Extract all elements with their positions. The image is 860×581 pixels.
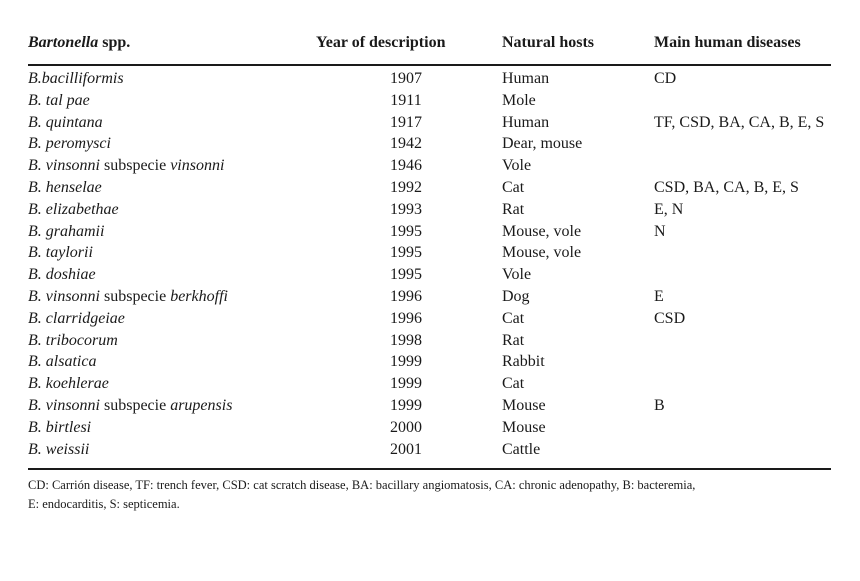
hosts-cell: Cat: [502, 375, 525, 393]
hosts-cell: Mouse, vole: [502, 222, 582, 240]
year-cell: 1999: [390, 375, 422, 393]
year-cell: 1992: [390, 178, 422, 196]
species-cell: [28, 286, 316, 308]
diseases-cell: B: [654, 396, 665, 414]
species-cell: [28, 264, 316, 286]
table-row: [28, 330, 845, 352]
species-name: B. tal pae: [28, 91, 90, 109]
hosts-cell: Human: [502, 113, 550, 131]
year-cell: 1999: [390, 396, 422, 414]
species-name: B. henselae: [28, 178, 102, 196]
species-cell: [28, 112, 316, 134]
hosts-cell: Rabbit: [502, 353, 545, 371]
diseases-cell: [646, 351, 845, 373]
table-footnote: [28, 476, 833, 514]
table-row: [28, 264, 845, 286]
table-row: [28, 351, 845, 373]
diseases-cell: [646, 242, 845, 264]
year-cell: 1911: [390, 91, 422, 109]
header-diseases: Main human diseases: [654, 34, 801, 51]
header-species-italic: Bartonella: [28, 34, 99, 51]
table-row: [28, 60, 845, 90]
species-cell: [28, 351, 316, 373]
species-subspecie-name: arupensis: [170, 396, 233, 414]
species-name: B. weissii: [28, 440, 90, 458]
diseases-cell: E, N: [654, 200, 684, 218]
header-species: [28, 34, 316, 60]
year-cell: 2000: [390, 418, 422, 436]
year-cell: 1917: [390, 113, 422, 131]
species-cell: [28, 439, 316, 461]
diseases-cell: TF, CSD, BA, CA, B, E, S: [654, 113, 825, 131]
species-cell: [28, 417, 316, 439]
species-subspecie-name: vinsonni: [170, 157, 225, 175]
diseases-cell: [646, 90, 845, 112]
year-cell: 1995: [390, 244, 422, 262]
diseases-cell: CSD: [654, 309, 686, 327]
species-name: B. doshiae: [28, 266, 96, 284]
species-name: B. clarridgeiae: [28, 309, 125, 327]
species-cell: [28, 60, 316, 90]
species-name: B. taylorii: [28, 244, 93, 262]
species-cell: [28, 199, 316, 221]
hosts-cell: Human: [502, 70, 550, 87]
species-cell: [28, 395, 316, 417]
species-cell: [28, 90, 316, 112]
table-row: [28, 308, 845, 330]
year-cell: 1996: [390, 287, 422, 305]
year-cell: 1907: [390, 70, 422, 87]
table-row: [28, 133, 845, 155]
species-cell: [28, 221, 316, 243]
hosts-cell: Rat: [502, 200, 525, 218]
diseases-cell: CD: [654, 70, 677, 87]
table-body: [28, 60, 845, 460]
table-row: [28, 242, 845, 264]
year-cell: 1942: [390, 135, 422, 153]
species-subspecie-name: berkhoffi: [170, 287, 228, 305]
species-cell: [28, 242, 316, 264]
year-cell: 1995: [390, 222, 422, 240]
diseases-cell: [646, 373, 845, 395]
species-name: B. vinsonni: [28, 157, 100, 175]
hosts-cell: Cat: [502, 309, 525, 327]
year-cell: 1998: [390, 331, 422, 349]
table-row: [28, 373, 845, 395]
species-name: B. alsatica: [28, 353, 97, 371]
species-name: B. tribocorum: [28, 331, 118, 349]
hosts-cell: Cat: [502, 178, 525, 196]
footnote-line-2: E: endocarditis, S: septicemia.: [28, 497, 180, 511]
hosts-cell: Dear, mouse: [502, 135, 583, 153]
year-cell: 1996: [390, 309, 422, 327]
table-row: [28, 112, 845, 134]
diseases-cell: N: [654, 222, 666, 240]
species-name: B. elizabethae: [28, 200, 119, 218]
species-name: B.bacilliformis: [28, 70, 124, 87]
species-subspecie-label: subspecie: [100, 157, 171, 175]
year-cell: 1999: [390, 353, 422, 371]
table-row: [28, 417, 845, 439]
hosts-cell: Vole: [502, 157, 532, 175]
species-name: B. grahamii: [28, 222, 105, 240]
diseases-cell: [646, 264, 845, 286]
species-name: B. vinsonni: [28, 287, 100, 305]
footnote-line-1: CD: Carrión disease, TF: trench fever, CSD: cat scratch disease, BA: bacillary angiomatosis, CA: chronic adenopathy, B: bacteremia,: [28, 478, 696, 492]
footer-rule: [28, 468, 831, 470]
hosts-cell: Cattle: [502, 440, 541, 458]
species-cell: [28, 308, 316, 330]
year-cell: 1946: [390, 157, 422, 175]
header-year: Year of description: [316, 34, 446, 51]
diseases-cell: [646, 155, 845, 177]
year-cell: 1995: [390, 266, 422, 284]
hosts-cell: Mouse: [502, 396, 546, 414]
bartonella-table: [28, 34, 845, 460]
diseases-cell: CSD, BA, CA, B, E, S: [654, 178, 799, 196]
species-cell: [28, 330, 316, 352]
species-cell: [28, 373, 316, 395]
year-cell: 1993: [390, 200, 422, 218]
diseases-cell: [646, 133, 845, 155]
diseases-cell: E: [654, 287, 664, 305]
table-row: [28, 90, 845, 112]
table-row: [28, 199, 845, 221]
species-cell: [28, 133, 316, 155]
hosts-cell: Mouse, vole: [502, 244, 582, 262]
hosts-cell: Dog: [502, 287, 530, 305]
species-name: B. peromysci: [28, 135, 111, 153]
hosts-cell: Vole: [502, 266, 532, 284]
species-subspecie-label: subspecie: [100, 287, 171, 305]
year-cell: 2001: [390, 440, 422, 458]
species-name: B. koehlerae: [28, 375, 109, 393]
table-row: [28, 155, 845, 177]
species-name: B. quintana: [28, 113, 103, 131]
table-row: [28, 221, 845, 243]
table-row: [28, 286, 845, 308]
species-cell: [28, 155, 316, 177]
header-species-rest: spp.: [98, 34, 131, 51]
table-header-row: [28, 34, 845, 60]
table-row: [28, 177, 845, 199]
species-cell: [28, 177, 316, 199]
hosts-cell: Rat: [502, 331, 525, 349]
species-name: B. vinsonni: [28, 396, 100, 414]
diseases-cell: [646, 417, 845, 439]
species-name: B. birtlesi: [28, 418, 92, 436]
table-row: [28, 395, 845, 417]
species-subspecie-label: subspecie: [100, 396, 171, 414]
diseases-cell: [646, 330, 845, 352]
diseases-cell: [646, 439, 845, 461]
hosts-cell: Mouse: [502, 418, 546, 436]
table-row: [28, 439, 845, 461]
header-hosts: Natural hosts: [502, 34, 595, 51]
hosts-cell: Mole: [502, 91, 536, 109]
